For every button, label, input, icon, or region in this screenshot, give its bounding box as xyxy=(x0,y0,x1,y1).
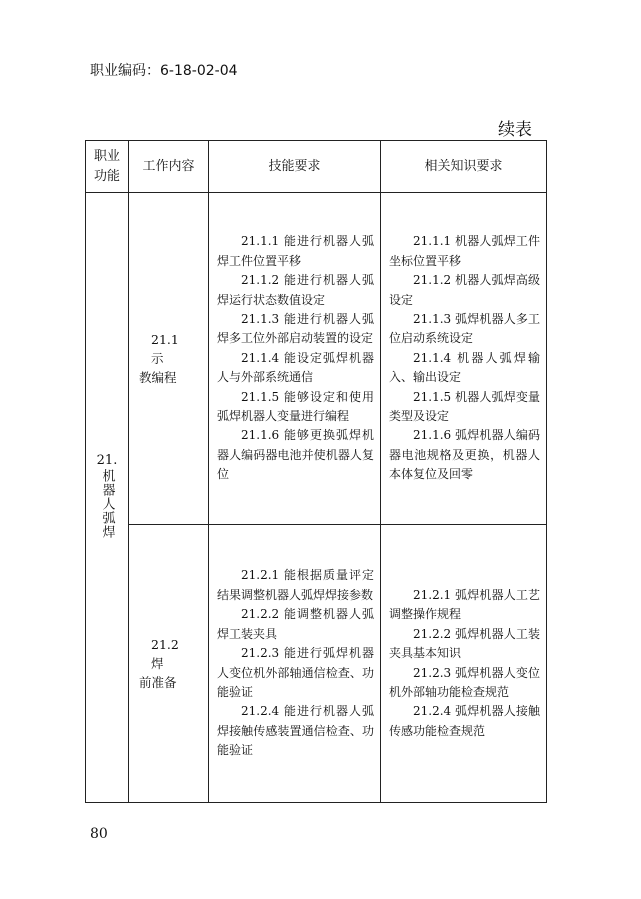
skill-item: 21.1.1 能进行机器人弧焊工件位置平移 xyxy=(217,234,374,268)
header-work-content: 工作内容 xyxy=(129,141,209,193)
skill-item: 21.2.1 能根据质量评定结果调整机器人弧焊焊接参数 xyxy=(217,568,374,602)
header-function: 职业功能 xyxy=(86,141,129,193)
knowledge-item: 21.1.3 弧焊机器人多工位启动系统设定 xyxy=(389,311,540,346)
work-number: 21.2 焊 xyxy=(151,637,192,671)
page-number: 80 xyxy=(90,826,108,842)
knowledge-item: 21.2.3 弧焊机器人变位机外部轴功能检查规范 xyxy=(389,665,540,699)
skill-requirements-cell xyxy=(209,193,381,525)
knowledge-item: 21.1.6 弧焊机器人编码器电池规格及更换，机器人本体复位及回零 xyxy=(389,428,540,482)
table-header-row xyxy=(86,141,547,193)
skill-item: 21.1.5 能够设定和使用弧焊机器人变量进行编程 xyxy=(217,389,374,424)
skill-item: 21.1.6 能够更换弧焊机器人编码器电池并使机器人复位 xyxy=(217,428,374,482)
work-number: 21.1 示 xyxy=(151,332,192,366)
skill-requirements-cell xyxy=(209,525,381,803)
knowledge-item: 21.1.1 机器人弧焊工件坐标位置平移 xyxy=(389,234,540,268)
knowledge-item: 21.2.4 弧焊机器人接触传感功能检查规范 xyxy=(389,704,540,738)
occupation-code: 职业编码：6-18-02-04 xyxy=(90,63,238,79)
skill-item: 21.1.4 能设定弧焊机器人与外部系统通信 xyxy=(217,350,374,385)
work-content-cell xyxy=(129,193,209,525)
knowledge-requirements-cell xyxy=(381,193,547,525)
work-name: 前准备 xyxy=(139,675,177,690)
knowledge-requirements-cell xyxy=(381,525,547,803)
skill-item: 21.2.4 能进行机器人弧焊接触传感装置通信检查、功能验证 xyxy=(217,704,374,758)
work-name: 教编程 xyxy=(139,370,177,385)
knowledge-item: 21.1.5 机器人弧焊变量类型及设定 xyxy=(389,389,540,424)
skill-item: 21.1.2 能进行机器人弧焊运行状态数值设定 xyxy=(217,273,374,307)
function-cell xyxy=(86,193,129,803)
knowledge-item: 21.1.4 机器人弧焊输入、输出设定 xyxy=(389,350,540,385)
knowledge-item: 21.1.2 机器人弧焊高级设定 xyxy=(389,273,540,307)
skill-item: 21.2.2 能调整机器人弧焊工装夹具 xyxy=(217,607,374,641)
work-content-cell xyxy=(129,525,209,803)
header-knowledge-requirements: 相关知识要求 xyxy=(381,141,547,193)
skill-item: 21.2.3 能进行弧焊机器人变位机外部轴通信检查、功能验证 xyxy=(217,646,374,699)
function-number: 21. xyxy=(96,452,118,468)
knowledge-item: 21.2.1 弧焊机器人工艺调整操作规程 xyxy=(389,587,540,622)
table-row xyxy=(86,193,547,525)
knowledge-item: 21.2.2 弧焊机器人工装夹具基本知识 xyxy=(389,626,540,661)
continued-label: 续表 xyxy=(498,120,532,140)
skills-table xyxy=(85,140,547,803)
function-name: 机器人弧焊 xyxy=(99,468,115,539)
header-skill-requirements: 技能要求 xyxy=(209,141,381,193)
skill-item: 21.1.3 能进行机器人弧焊多工位外部启动装置的设定 xyxy=(217,311,374,346)
table-row xyxy=(86,525,547,803)
